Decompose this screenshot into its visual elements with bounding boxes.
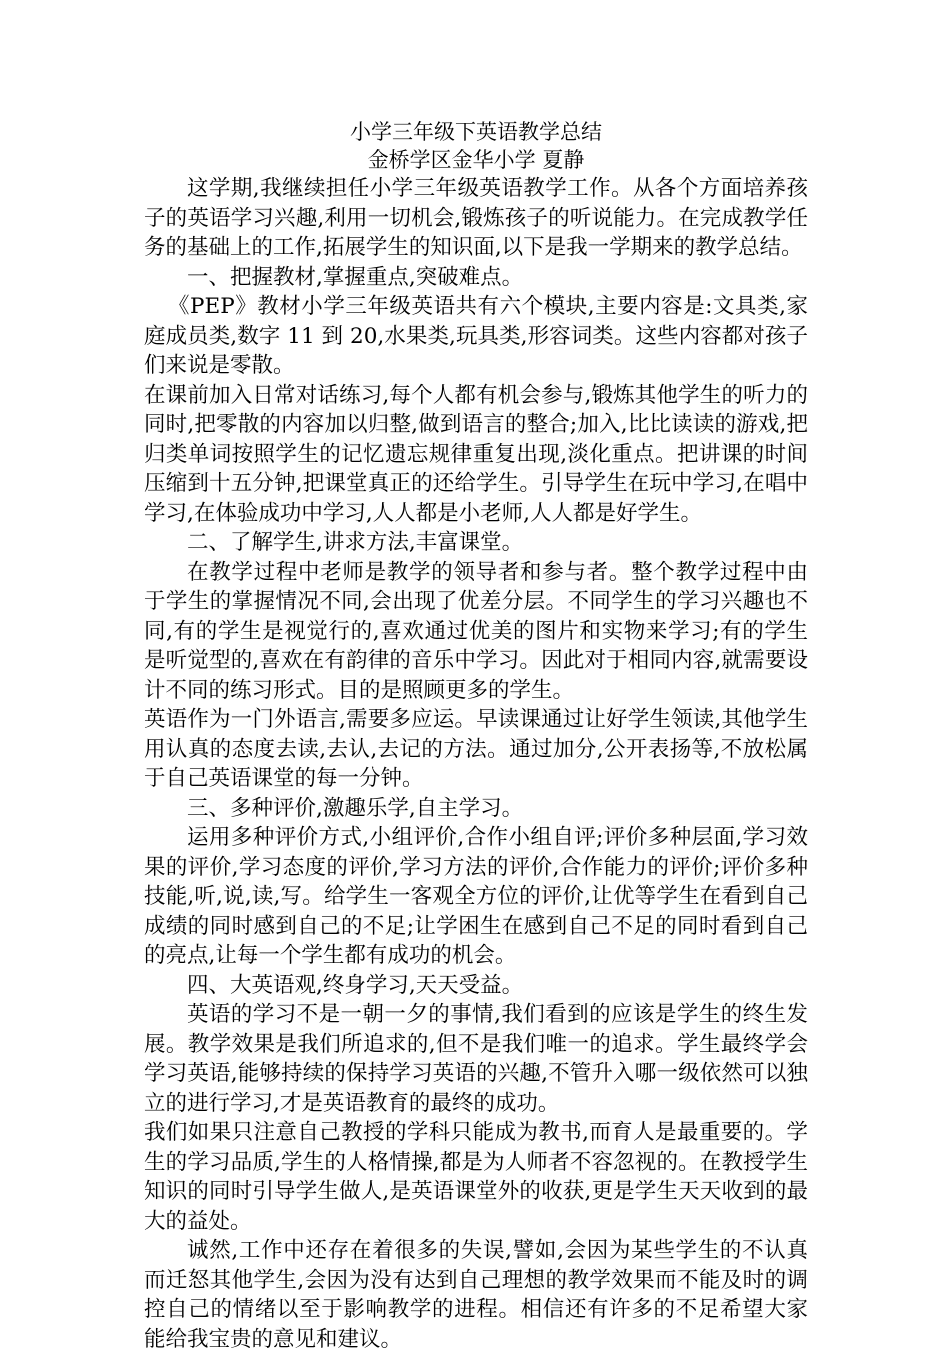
paragraph-teaching-process: 在教学过程中老师是教学的领导者和参与者。整个教学过程中由于学生的掌握情况不同,会出现了优差分层。不同学生的学习兴趣也不同,有的学生是视觉行的,喜欢通过优美的图片和实物来学习;有的学生是听觉型的,喜欢在有韵律的音乐中学习。因此对于相同内容,就需要设计不同的练习形式。目的是照顾更多的学生。 (144, 559, 808, 703)
section-heading-1: 一、把握教材,掌握重点,突破难点。 (187, 264, 524, 290)
section-heading-4: 四、大英语观,终身学习,天天受益。 (187, 972, 524, 998)
paragraph-morning-reading: 英语作为一门外语言,需要多应运。早读课通过让好学生领读,其他学生用认真的态度去读,去认,去记的方法。通过加分,公开表扬等,不放松属于自己英语课堂的每一分钟。 (144, 707, 808, 791)
paragraph-conclusion: 诚然,工作中还存在着很多的失误,譬如,会因为某些学生的不认真而迁怒其他学生,会因为没有达到自己理想的教学效果而不能及时的调控自己的情绪以至于影响教学的进程。相信还有许多的不足希望大家能给我宝贵的意见和建议。 (144, 1238, 808, 1352)
document-page (144, 118, 808, 1354)
paragraph-evaluation: 运用多种评价方式,小组评价,合作小组自评;评价多种层面,学习效果的评价,学习态度的评价,学习方法的评价,合作能力的评价;评价多种技能,听,说,读,写。给学生一客观全方位的评价,让优等学生在看到自己成绩的同时感到自己的不足;让学困生在感到自己不足的同时看到自己的亮点,让每一个学生都有成功的机会。 (144, 825, 808, 968)
paragraph-intro: 这学期,我继续担任小学三年级英语教学工作。从各个方面培养孩子的英语学习兴趣,利用一切机会,锻炼孩子的听说能力。在完成教学任务的基础上的工作,拓展学生的知识面,以下是我一学期来的教学总结。 (144, 176, 808, 260)
author-line: 金桥学区金华小学 夏静 (367, 148, 585, 172)
document-title: 小学三年级下英语教学总结 (350, 120, 602, 144)
paragraph-dialogue-practice: 在课前加入日常对话练习,每个人都有机会参与,锻炼其他学生的听力的同时,把零散的内容加以归整,做到语言的整合;加入,比比读读的游戏,把归类单词按照学生的记忆遗忘规律重复出现,淡化重点。把讲课的时间压缩到十五分钟,把课堂真正的还给学生。引导学生在玩中学习,在唱中学习,在体验成功中学习,人人都是小老师,人人都是好学生。 (144, 382, 808, 526)
section-heading-3: 三、多种评价,激趣乐学,自主学习。 (187, 795, 524, 821)
paragraph-textbook: 《PEP》教材小学三年级英语共有六个模块,主要内容是:文具类,家庭成员类,数字 11 到 20,水果类,玩具类,形容词类。这些内容都对孩子们来说是零散。 (144, 294, 808, 378)
paragraph-education: 我们如果只注意自己教授的学科只能成为教书,而育人是最重要的。学生的学习品质,学生的人格情操,都是为人师者不容忽视的。在教授学生知识的同时引导学生做人,是英语课堂外的收获,更是学生天天收到的最大的益处。 (144, 1120, 808, 1234)
paragraph-lifelong-learning: 英语的学习不是一朝一夕的事情,我们看到的应该是学生的终生发展。教学效果是我们所追求的,但不是我们唯一的追求。学生最终学会学习英语,能够持续的保持学习英语的兴趣,不管升入哪一级依然可以独立的进行学习,才是英语教育的最终的成功。 (144, 1002, 808, 1116)
section-heading-2: 二、了解学生,讲求方法,丰富课堂。 (187, 530, 524, 555)
